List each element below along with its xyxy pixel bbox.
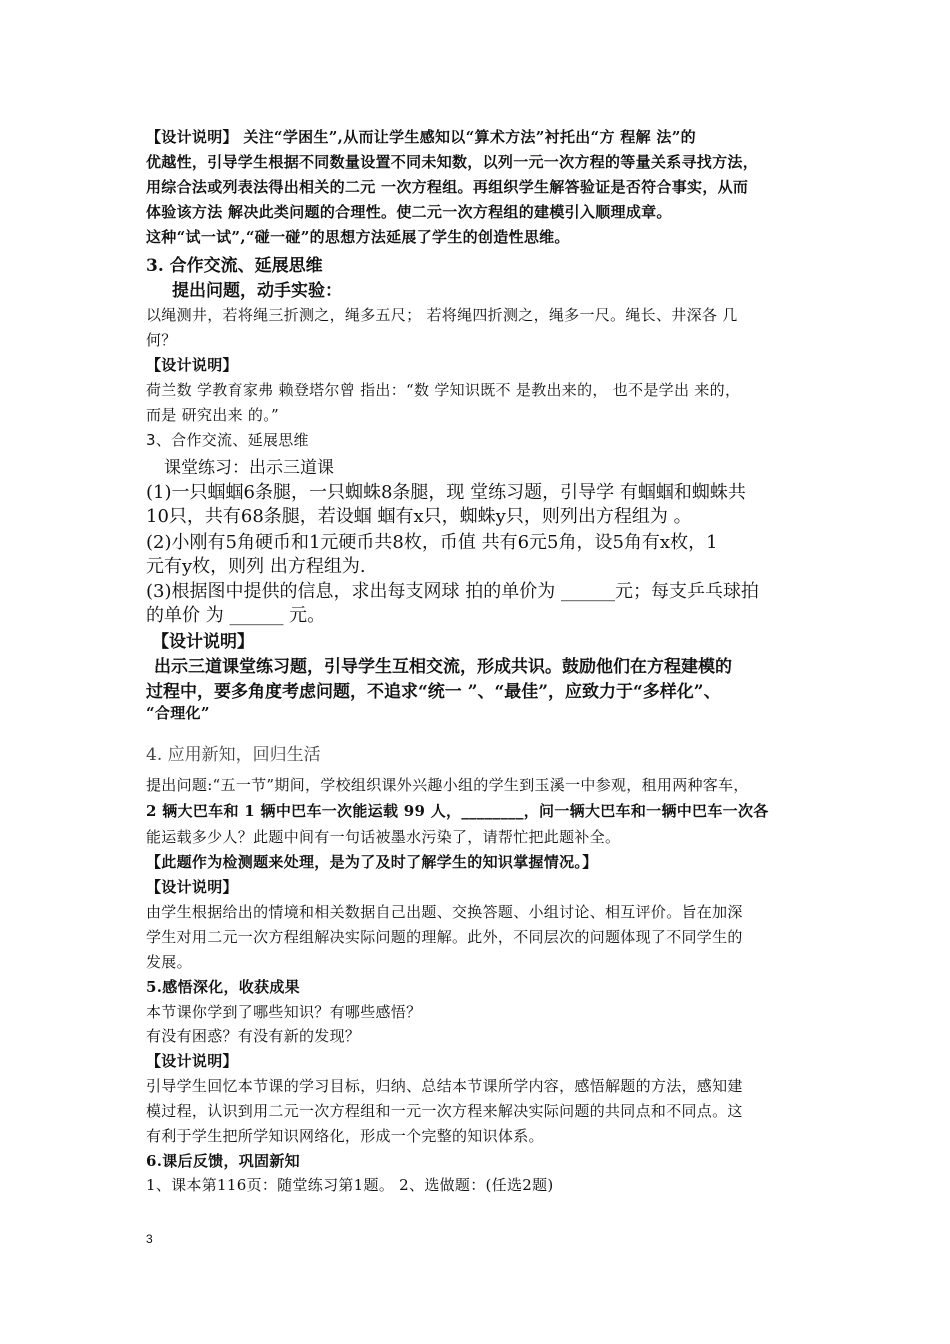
text-line: (1)一只蝈蝈6条腿，一只蜘蛛8条腿，现 堂练习题，引导学 有蝈蝈和蜘蛛共 — [146, 482, 746, 503]
text-line: 提出问题，动手实验： — [172, 281, 342, 301]
text-line: 【设计说明】 — [152, 632, 254, 652]
section-heading: 3. 合作交流、延展思维 — [146, 256, 323, 276]
text-line: 10只，共有68条腿，若设蝈 蝈有x只，蜘蛛y只，则列出方程组为 。 — [146, 506, 692, 527]
text-line: 的单价 为 ______ 元。 — [146, 605, 326, 626]
text-line: “合理化” — [146, 704, 210, 722]
text-line: 学生对用二元一次方程组解决实际问题的理解。此外，不同层次的问题体现了不同学生的 — [146, 928, 743, 946]
text-line: 【设计说明】 关注“学困生”,从而让学生感知以“算术方法”衬托出“方 程解 法”的 — [146, 128, 696, 146]
section-heading: 6.课后反馈，巩固新知 — [146, 1152, 300, 1170]
text-line: 有没有困惑？有没有新的发现？ — [146, 1027, 361, 1045]
section-heading: 3、合作交流、延展思维 — [146, 431, 309, 449]
page-number: 3 — [146, 1232, 153, 1246]
text-line: 过程中，要多角度考虑问题，不追求“统一 ”、“最佳”，应致力于“多样化”、 — [146, 682, 721, 702]
text-line: 【设计说明】 — [146, 1052, 238, 1070]
text-line: 荷兰数 学教育家弗 赖登塔尔曾 指出：“数 学知识既不 是教出来的， 也不是学出 来的， — [146, 381, 741, 399]
text-line: 2 辆大巴车和 1 辆中巴车一次能运载 99 人，________，问一辆大巴车和一辆中巴车一次各 — [146, 802, 769, 820]
text-line: 模过程，认识到用二元一次方程组和一元一次方程来解决实际问题的共同点和不同点。这 — [146, 1102, 743, 1120]
text-line: 元有y枚，则列 出方程组为. — [146, 556, 366, 577]
section-heading: 5.感悟深化，收获成果 — [146, 978, 300, 996]
text-line: 能运载多少人？此题中间有一句话被墨水污染了，请帮忙把此题补全。 — [146, 828, 621, 846]
text-line: 提出问题:“五一节”期间，学校组织课外兴趣小组的学生到玉溪一中参观，租用两种客车， — [146, 776, 749, 794]
section-heading: 4. 应用新知，回归生活 — [146, 745, 321, 765]
text-line: 这种“试一试”,“碰一碰”的思想方法延展了学生的创造性思维。 — [146, 228, 570, 246]
text-line: 用综合法或列表法得出相关的二元 一次方程组。再组织学生解答验证是否符合事实，从而 — [146, 178, 749, 196]
text-line: 以绳测井，若将绳三折测之，绳多五尺； 若将绳四折测之，绳多一尺。绳长、井深各 几 — [146, 306, 738, 324]
text-line: 何？ — [146, 331, 177, 349]
text-line: 由学生根据给出的情境和相关数据自己出题、交换答题、小组讨论、相互评价。旨在加深 — [146, 903, 743, 921]
text-line: (2)小刚有5角硬币和1元硬币共8枚，币值 共有6元5角，设5角有x枚，1 — [146, 532, 718, 553]
text-line: 而是 研究出来 的。” — [146, 406, 280, 424]
text-line: 1、课本第116页：随堂练习第1题。 2、选做题：(任选2题) — [146, 1176, 554, 1194]
text-line: 【设计说明】 — [146, 356, 238, 374]
text-line: 出示三道课堂练习题，引导学生互相交流，形成共识。鼓励他们在方程建模的 — [154, 657, 732, 677]
text-line: 引导学生回忆本节课的学习目标，归纳、总结本节课所学内容，感悟解题的方法，感知建 — [146, 1077, 743, 1095]
text-line: 优越性，引导学生根据不同数量设置不同未知数，以列一元一次方程的等量关系寻找方法， — [146, 153, 759, 171]
text-line: 体验该方法 解决此类问题的合理性。使二元一次方程组的建模引入顺理成章。 — [146, 203, 672, 221]
text-line: 【此题作为检测题来处理，是为了及时了解学生的知识掌握情况。】 — [146, 853, 598, 871]
text-line: 【设计说明】 — [146, 878, 238, 896]
text-line: 发展。 — [146, 953, 192, 971]
text-line: (3)根据图中提供的信息，求出每支网球 拍的单价为 ______元；每支乒乓球拍 — [146, 581, 759, 602]
text-line: 课堂练习：出示三道课 — [164, 458, 334, 478]
text-line: 本节课你学到了哪些知识？有哪些感悟？ — [146, 1003, 422, 1021]
text-line: 有利于学生把所学知识网络化，形成一个完整的知识体系。 — [146, 1127, 544, 1145]
